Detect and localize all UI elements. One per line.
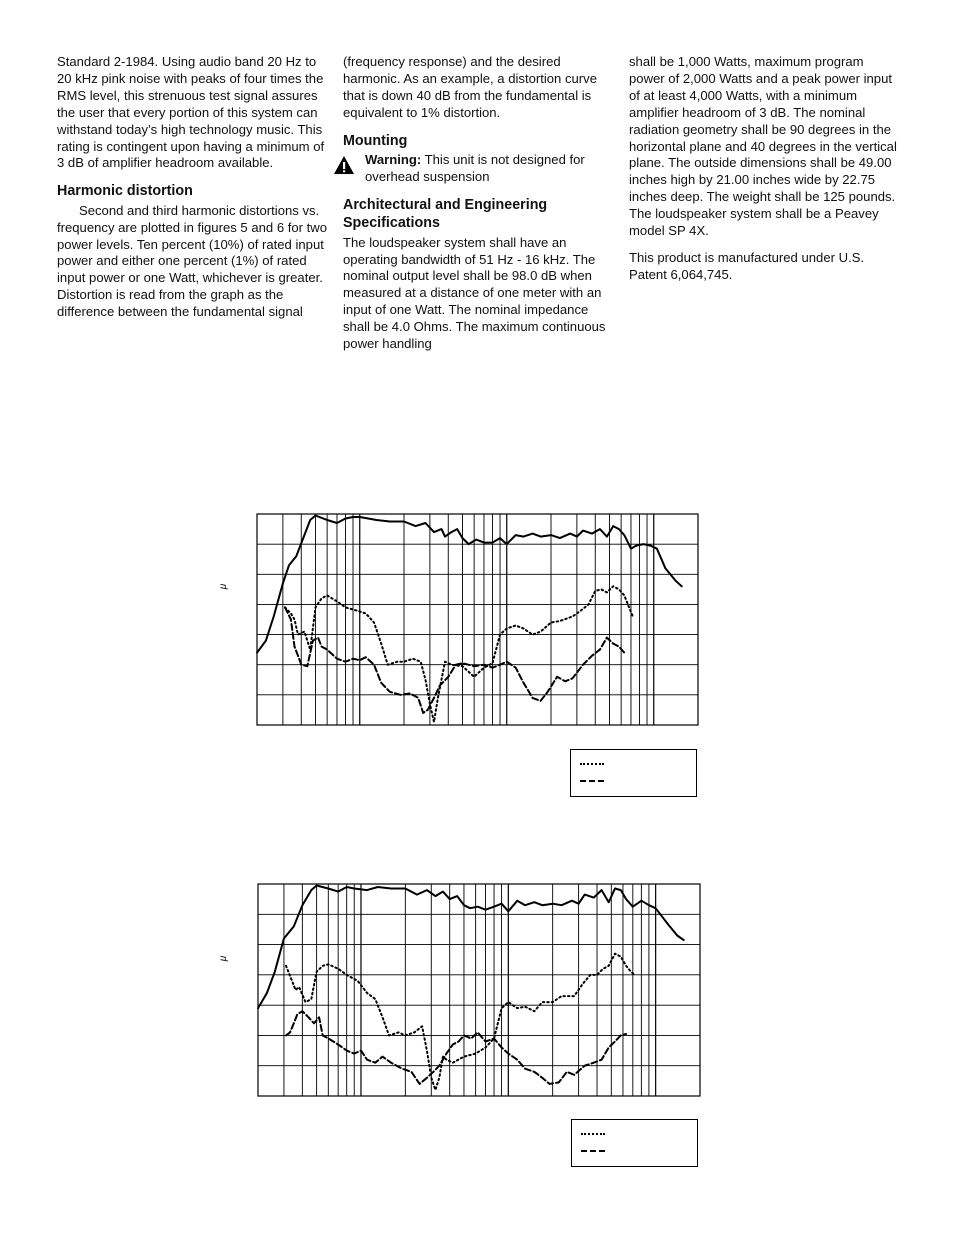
paragraph: The loudspeaker system shall have an operating bandwidth of 51 Hz - 16 kHz. The nominal output level shall be 98.0 dB when measured at a distance of one meter with an input of one Watt. The nominal impedance shall be 4.0 Ohms. The maximum continuous power handling — [343, 234, 606, 352]
section-heading-harmonic-distortion: Harmonic distortion — [57, 183, 193, 200]
chart-1-ylabel: μ — [218, 583, 230, 590]
paragraph: This product is manufactured under U.S. Patent 6,064,745. — [629, 249, 865, 282]
legend-swatch-dotted — [581, 1133, 605, 1135]
plot-frame — [257, 514, 698, 725]
paragraph: (frequency response) and the desired harmonic. As an example, a distortion curve that is down 40 dB from the fundamental is equivalent to 1% distortion. — [343, 54, 597, 120]
warning-label: Warning: — [365, 152, 422, 168]
series-line-solid — [257, 516, 682, 653]
chart-2-ylabel: μ — [218, 955, 230, 962]
legend-swatch-dashed — [581, 1150, 605, 1152]
legend-swatch-dotted — [580, 763, 604, 765]
paragraph: Standard 2-1984. Using audio band 20 Hz to 20 kHz pink noise with peaks of four times the RMS level, this strenuous test signal assures the user that every portion of this system can withstand today’s high technology music. This rating is contingent upon having a minimum of 3 dB of amplifier headroom available. — [57, 54, 325, 171]
warning-text: This unit is not designed for overhead suspension — [365, 152, 585, 184]
section-heading-mounting: Mounting — [343, 132, 408, 149]
chart-1-legend — [570, 749, 697, 797]
paragraph: shall be 1,000 Watts, maximum program power of 2,000 Watts and a peak power input of at least 4,000 Watts, with a minimum amplifier headroom of 3 dB. The nominal radiation geometry shall be 90 degrees in the horizontal plane and 40 degrees in the vertical plane. The outside dimensions shall be 49.00 inches high by 21.00 inches wide by 22.75 inches deep. The weight shall be 125 pounds. The loudspeaker system shall be a Peavey model SP 4X. — [629, 54, 897, 239]
legend-item-dotted — [580, 759, 604, 769]
legend-item-dotted — [581, 1129, 605, 1139]
chart-2-legend — [571, 1119, 698, 1167]
section-heading-specifications: Architectural and Engineering Specifications — [343, 196, 548, 232]
series-line-dashed — [285, 607, 624, 713]
legend-item-dashed — [580, 776, 604, 786]
paragraph: Second and third harmonic distortions vs. frequency are plotted in figures 5 and 6 for two power levels. Ten percent (10%) of rated input power and either one percent (1%) of rated input power or one Watt, whichever is greater. Distortion is read from the graph as the difference between the fundamental signal — [57, 202, 328, 320]
legend-item-dashed — [581, 1146, 605, 1156]
legend-swatch-dashed — [580, 780, 604, 782]
